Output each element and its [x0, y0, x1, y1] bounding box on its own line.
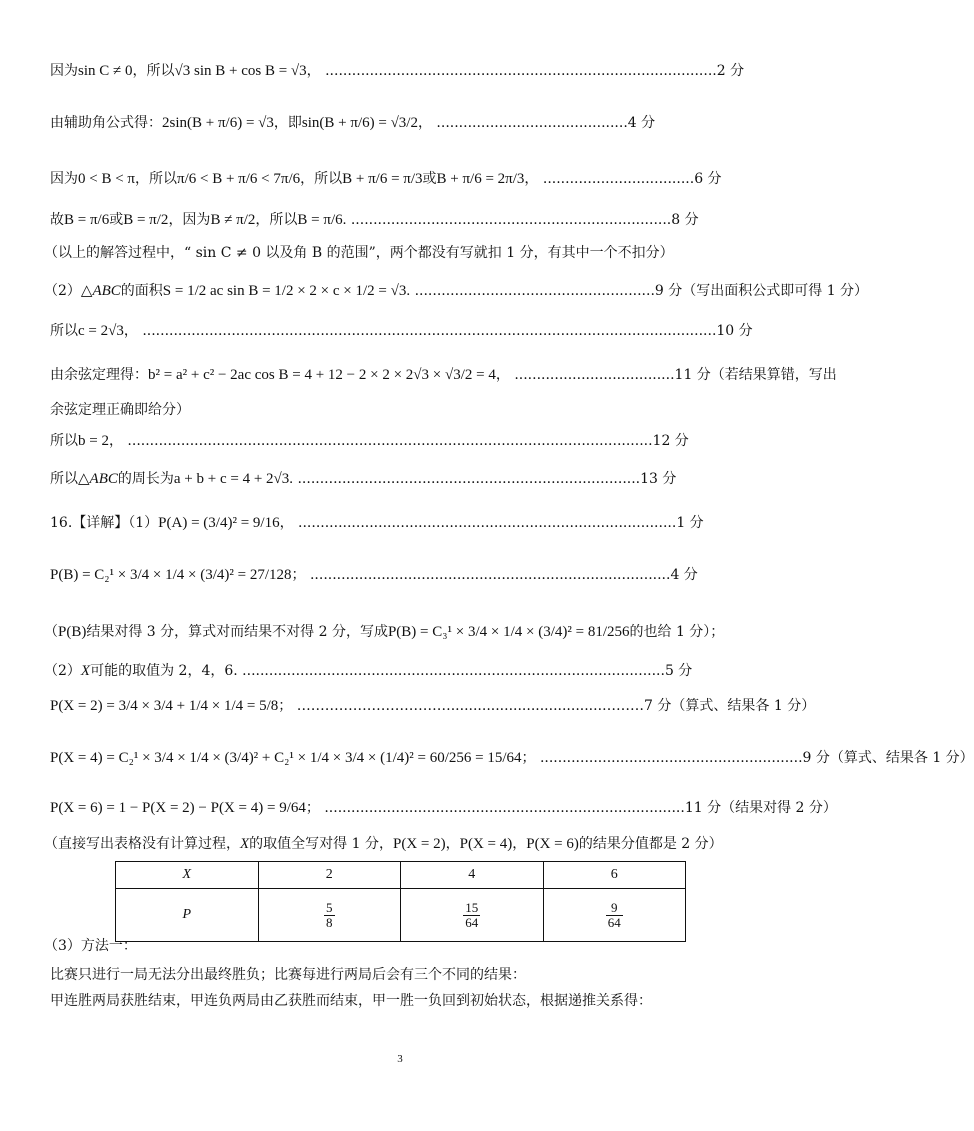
math-case1: B + π/6 = π/3	[342, 171, 423, 187]
text: 的也给 1 分）；	[629, 624, 725, 640]
leader-dots: ....................................	[514, 367, 675, 383]
score: 9 分（算式、结果各 1 分）	[802, 750, 974, 766]
math-b3: B ≠ π/2	[210, 212, 256, 228]
line-20-heading: （3）方法一：	[44, 938, 137, 954]
text: 的面积	[120, 283, 163, 299]
math-triangle: △ABC	[80, 283, 121, 299]
math-perimeter: a + b + c = 4 + 2√3.	[173, 471, 294, 487]
leader-dots: .................................................................................	[309, 567, 671, 583]
text: ，所以	[135, 171, 177, 187]
math-px4: P(X = 4) = C₂¹ × 3/4 × 1/4 × (3/4)² + C₂¹ × 1/4 × 3/4 × (1/4)² = 60/256 = 15/64	[50, 750, 522, 766]
text: ，	[417, 115, 432, 131]
numerator: 15	[465, 899, 479, 915]
text: ；	[521, 750, 536, 766]
fraction	[324, 901, 335, 930]
table-cell	[401, 889, 544, 942]
line-12	[50, 514, 760, 532]
leader-dots: .....................................................................................	[298, 515, 677, 531]
line-6	[44, 282, 869, 300]
score: 12 分	[652, 433, 689, 449]
text: ，	[279, 515, 294, 531]
text: （直接写出表格没有计算过程，	[44, 836, 240, 852]
score: 1 分	[676, 515, 704, 531]
text: ，	[123, 323, 138, 339]
table-header-row	[116, 862, 686, 889]
score: 13 分	[640, 471, 677, 487]
table-cell: X	[116, 862, 259, 889]
text: ；	[305, 800, 320, 816]
text: ；	[291, 567, 306, 583]
math-px2: P(X = 2)	[392, 836, 446, 852]
math-triangle: △ABC	[78, 471, 118, 487]
text: 因为	[50, 171, 78, 187]
math-b2: B = π/2	[123, 212, 169, 228]
text: 的周长为	[117, 471, 174, 487]
math-b: b = 2	[78, 433, 109, 449]
line-22: 甲连胜两局获胜结束，甲连负两局由乙获胜而结束，甲一胜一负回到初始状态，根据递推关系得：	[50, 993, 652, 1009]
score: 2 分	[716, 63, 745, 79]
text: ，因为	[168, 212, 211, 228]
table-row	[116, 889, 686, 942]
score: 4 分	[670, 567, 698, 583]
line-21: 比赛只进行一局无法分出最终胜负；比赛每进行两局后会有三个不同的结果：	[50, 967, 526, 983]
line-5-note: （以上的解答过程中，“ sin C ≠ 0 以及角 B 的范围”，两个都没有写就扣 1 分，有其中一个不扣分）	[44, 245, 674, 261]
line-9: 余弦定理正确即给分）	[50, 402, 190, 418]
line-11	[50, 470, 760, 488]
score: 10 分	[716, 323, 753, 339]
text: 的取值全写对得 1 分，	[249, 836, 393, 852]
math-pb: P(B) = C₂¹ × 3/4 × 1/4 × (3/4)² = 27/128	[50, 567, 292, 583]
score: 7 分（算式、结果各 1 分）	[644, 698, 816, 714]
table-cell: 6	[543, 862, 686, 889]
math-area: S = 1/2 ac sin B = 1/2 × 2 × c × 1/2 = √3.	[162, 283, 411, 299]
text: 可能的取值为 2，4，6.	[90, 663, 238, 679]
text: 所以	[50, 471, 78, 487]
text: ，所以	[300, 171, 343, 187]
text: ，即	[273, 115, 302, 131]
line-4	[50, 211, 760, 229]
numerator: 5	[326, 899, 333, 915]
leader-dots: ........................................................................	[350, 212, 672, 228]
table-cell	[543, 889, 686, 942]
text: ，	[512, 836, 527, 852]
text: ，	[306, 63, 321, 79]
line-18	[50, 799, 837, 817]
text: 的结果分值都是 2 分）	[578, 836, 723, 852]
math-pb-short: P(B)	[58, 624, 87, 640]
math-c: c = 2√3	[78, 323, 124, 339]
leader-dots: ......................................................	[414, 283, 655, 299]
text: ；	[278, 698, 293, 714]
table-cell	[258, 889, 401, 942]
line-17	[50, 749, 974, 767]
score: 6 分	[694, 171, 722, 187]
text: 故	[50, 212, 64, 228]
math-x: X	[240, 836, 250, 852]
text: 16.【详解】（1）	[50, 515, 159, 531]
score: 11 分（结果对得 2 分）	[684, 800, 837, 816]
numerator: 9	[606, 901, 623, 916]
leader-dots: ...........................................................	[539, 750, 803, 766]
math-pb-alt: P(B) = C₃¹ × 3/4 × 1/4 × (3/4)² = 81/256	[387, 624, 630, 640]
text: （	[44, 624, 58, 640]
text: ，	[108, 433, 123, 449]
math-sinC: sin C ≠ 0	[78, 63, 133, 79]
text: 由辅助角公式得：	[50, 115, 162, 131]
line-10	[50, 432, 760, 450]
text: ，所以	[132, 63, 175, 79]
line-2	[50, 114, 760, 132]
score: 9 分（写出面积公式即可得 1 分）	[654, 283, 869, 299]
fraction	[606, 901, 623, 930]
distribution-table	[115, 861, 686, 942]
leader-dots: ..................................	[542, 171, 695, 187]
math-eq: √3 sin B + cos B = √3	[174, 63, 307, 79]
line-7	[50, 322, 760, 340]
leader-dots: .................................................................................	[324, 800, 685, 816]
text: ，	[445, 836, 460, 852]
table-cell: 2	[258, 862, 401, 889]
text: 或	[422, 171, 437, 187]
table-cell: 4	[401, 862, 544, 889]
math-aux-formula: 2sin(B + π/6) = √3	[162, 115, 274, 131]
text: 结果对得 3 分，算式对而结果不对得 2 分，写成	[86, 624, 388, 640]
score: 11 分（若结果算错，写出	[674, 367, 837, 383]
math-b1: B = π/6	[64, 212, 110, 228]
denominator: 64	[607, 914, 621, 930]
math-b4: B = π/6.	[297, 212, 347, 228]
line-19	[44, 835, 760, 853]
text: 因为	[50, 63, 78, 79]
text: 所以	[50, 433, 78, 449]
math-px4: P(X = 4)	[459, 836, 513, 852]
leader-dots: ........................................................................................	[325, 63, 717, 79]
line-14	[44, 623, 760, 641]
line-8	[50, 366, 837, 384]
line-3	[50, 170, 760, 188]
leader-dots: ...............................................................................................	[242, 663, 665, 679]
fraction	[463, 901, 480, 930]
math-pa: P(A) = (3/4)² = 9/16	[158, 515, 280, 531]
text: ，	[524, 171, 539, 187]
leader-dots: ……………………………..................................………	[296, 698, 645, 714]
math-range2: π/6 < B + π/6 < 7π/6	[177, 171, 301, 187]
score: 8 分	[671, 212, 699, 228]
math-cosine-law: b² = a² + c² − 2ac cos B = 4 + 12 − 2 × 2 × 2√3 × √3/2 = 4	[148, 367, 496, 383]
leader-dots: .............................................................................	[297, 471, 641, 487]
leader-dots: .................................................................................................................................	[142, 323, 717, 339]
math-px6: P(X = 6) = 1 − P(X = 2) − P(X = 4) = 9/64	[50, 800, 306, 816]
math-sin-value: sin(B + π/6) = √3/2	[301, 115, 418, 131]
math-px6: P(X = 6)	[526, 836, 579, 852]
text: （2）	[44, 663, 81, 679]
line-13	[50, 566, 760, 584]
text: 或	[109, 212, 124, 228]
denominator: 64	[465, 914, 479, 930]
line-15	[44, 662, 760, 680]
leader-dots: ......................................................................................................................	[127, 433, 653, 449]
table-cell: P	[116, 889, 259, 942]
math-range: 0 < B < π	[78, 171, 135, 187]
score: 5 分	[664, 663, 693, 679]
page-number: 3	[397, 1053, 403, 1065]
text: （2）	[44, 283, 81, 299]
math-case2: B + π/6 = 2π/3	[436, 171, 525, 187]
leader-dots: ...........................................	[436, 115, 628, 131]
denominator: 8	[326, 914, 333, 930]
text: 所以	[50, 323, 78, 339]
line-16	[50, 697, 816, 715]
score: 4 分	[627, 115, 656, 131]
line-1	[50, 62, 760, 80]
math-px2: P(X = 2) = 3/4 × 3/4 + 1/4 × 1/4 = 5/8	[50, 698, 279, 714]
text: ，所以	[255, 212, 298, 228]
text: ，	[495, 367, 510, 383]
math-x: X	[80, 663, 91, 679]
text: 由余弦定理得：	[50, 367, 148, 383]
